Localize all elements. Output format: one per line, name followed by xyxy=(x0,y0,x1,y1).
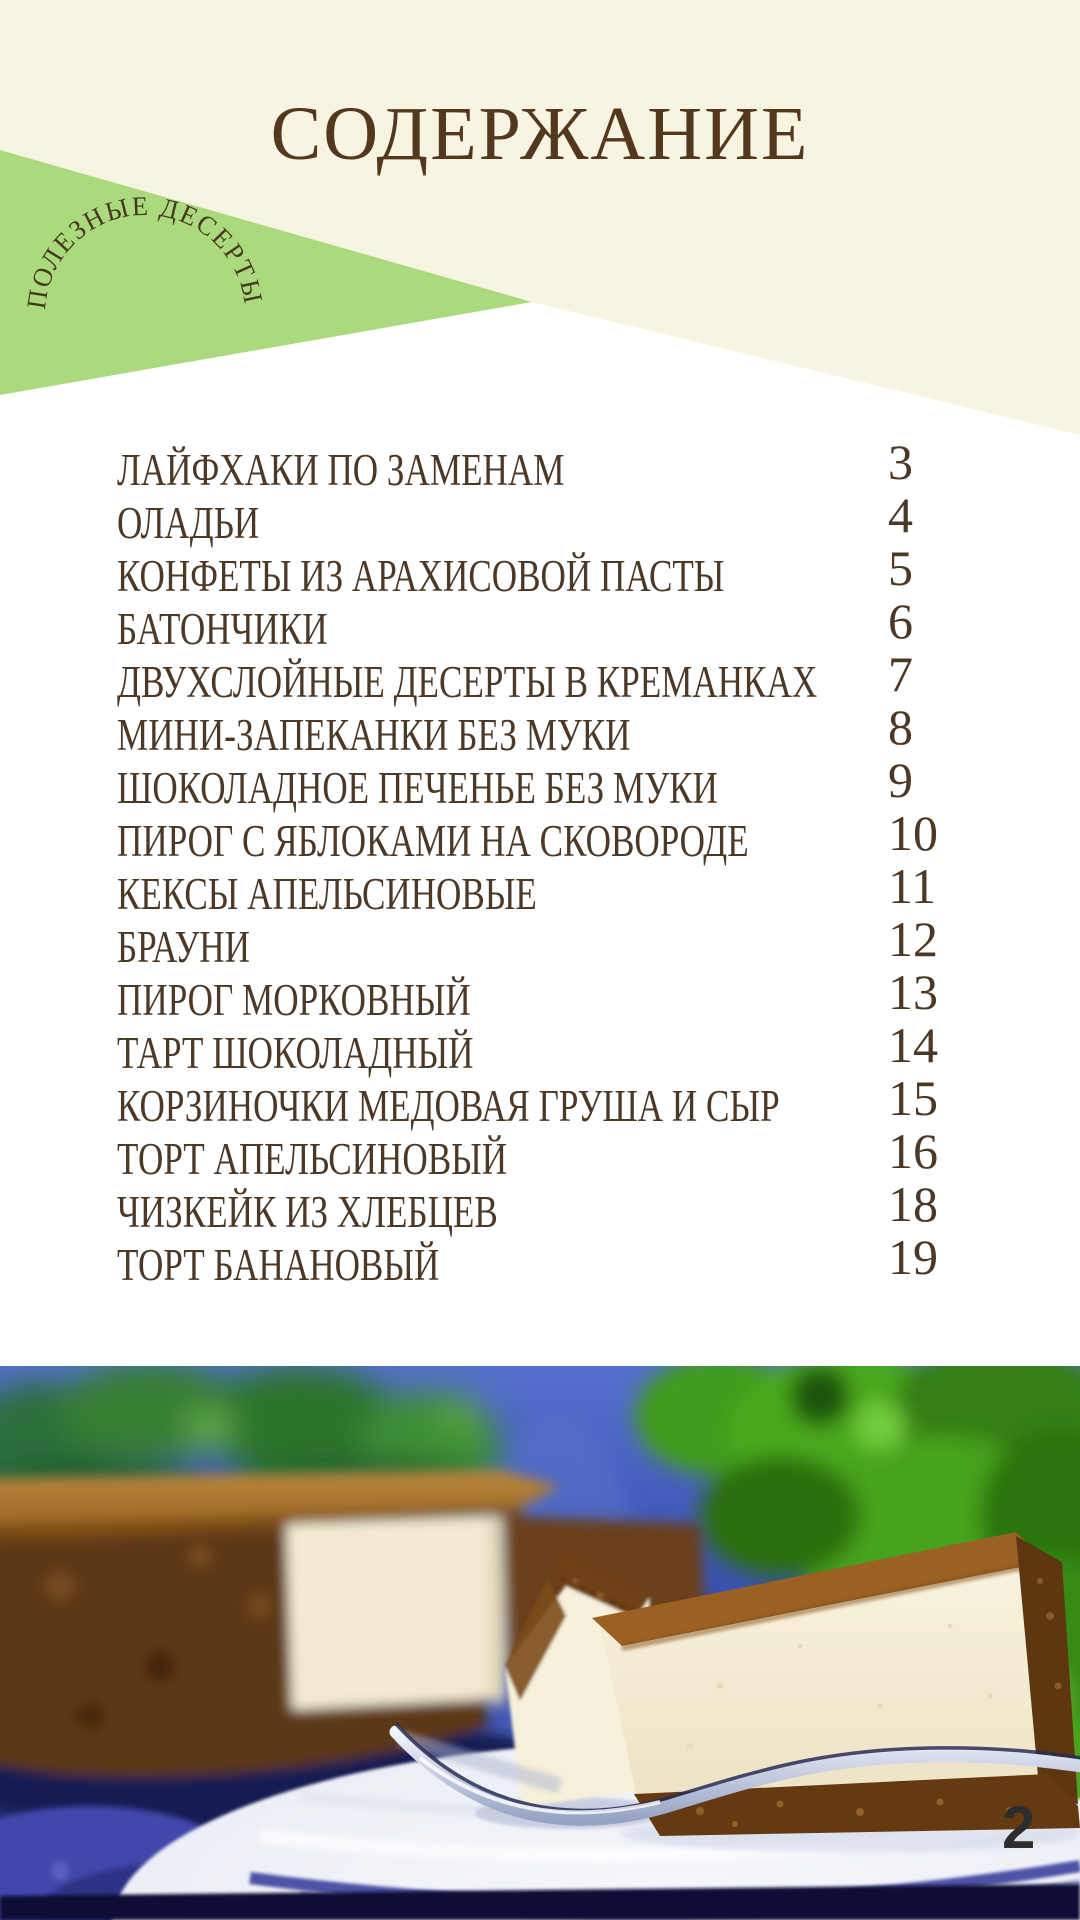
toc-item-label: ТОРТ БАНАНОВЫЙ xyxy=(117,1240,440,1290)
toc-item-page: 16 xyxy=(888,1123,938,1179)
toc-item-label: ТАРТ ШОКОЛАДНЫЙ xyxy=(117,1028,474,1078)
toc-item-label: КОРЗИНОЧКИ МЕДОВАЯ ГРУША И СЫР xyxy=(117,1081,780,1131)
toc-row xyxy=(117,752,1020,815)
toc-item-label: МИНИ-ЗАПЕКАНКИ БЕЗ МУКИ xyxy=(117,710,631,760)
toc-item-page: 3 xyxy=(888,434,913,490)
toc-item-page: 7 xyxy=(888,646,913,702)
toc-row xyxy=(117,1123,1020,1186)
toc-row xyxy=(117,1070,1020,1133)
toc-item-page: 14 xyxy=(888,1017,938,1073)
toc-item-label: ПИРОГ С ЯБЛОКАМИ НА СКОВОРОДЕ xyxy=(117,816,749,866)
toc-item-page: 12 xyxy=(888,911,938,967)
toc-item-page: 19 xyxy=(888,1229,938,1285)
toc-item-label: ЛАЙФХАКИ ПО ЗАМЕНАМ xyxy=(117,445,565,495)
toc-item-page: 18 xyxy=(888,1176,938,1232)
cheesecake-photo xyxy=(0,1366,1080,1920)
toc-item-page: 5 xyxy=(888,540,913,596)
toc-row xyxy=(117,593,1020,656)
toc-item-page: 11 xyxy=(888,858,937,914)
page-title: СОДЕРЖАНИЕ xyxy=(270,92,810,176)
toc-item-label: ТОРТ АПЕЛЬСИНОВЫЙ xyxy=(117,1134,508,1184)
toc-item-page: 13 xyxy=(888,964,938,1020)
toc-item-label: ДВУХСЛОЙНЫЕ ДЕСЕРТЫ В КРЕМАНКАХ xyxy=(117,657,818,707)
ribbon-text: ПОЛЕЗНЫЕ ДЕСЕРТЫ xyxy=(20,190,270,311)
toc-row xyxy=(117,964,1020,1027)
toc-item-label: ШОКОЛАДНОЕ ПЕЧЕНЬЕ БЕЗ МУКИ xyxy=(117,763,718,813)
toc-row xyxy=(117,434,1020,497)
toc-row xyxy=(117,911,1020,974)
toc-item-label: ОЛАДЬИ xyxy=(117,498,260,548)
toc-item-label: КЕКСЫ АПЕЛЬСИНОВЫЕ xyxy=(117,869,537,919)
toc-row xyxy=(117,646,1020,709)
toc-row xyxy=(117,487,1020,550)
toc-item-page: 4 xyxy=(888,487,913,543)
toc-row xyxy=(117,1229,1020,1292)
toc-item-label: КОНФЕТЫ ИЗ АРАХИСОВОЙ ПАСТЫ xyxy=(117,551,725,601)
toc-item-page: 9 xyxy=(888,752,913,808)
toc-list xyxy=(117,434,1020,1292)
toc-item-page: 10 xyxy=(888,805,938,861)
toc-item-label: БАТОНЧИКИ xyxy=(117,604,328,654)
toc-row xyxy=(117,540,1020,603)
toc-row xyxy=(117,1176,1020,1239)
toc-row xyxy=(117,1017,1020,1080)
toc-item-label: БРАУНИ xyxy=(117,922,251,972)
toc-item-page: 8 xyxy=(888,699,913,755)
toc-item-label: ЧИЗКЕЙК ИЗ ХЛЕБЦЕВ xyxy=(117,1187,498,1237)
toc-row xyxy=(117,805,1020,868)
toc-item-page: 6 xyxy=(888,593,913,649)
page-number: 2 xyxy=(1002,1794,1036,1861)
toc-row xyxy=(117,699,1020,762)
toc-row xyxy=(117,858,1020,921)
toc-item-page: 15 xyxy=(888,1070,938,1126)
toc-item-label: ПИРОГ МОРКОВНЫЙ xyxy=(117,975,471,1025)
